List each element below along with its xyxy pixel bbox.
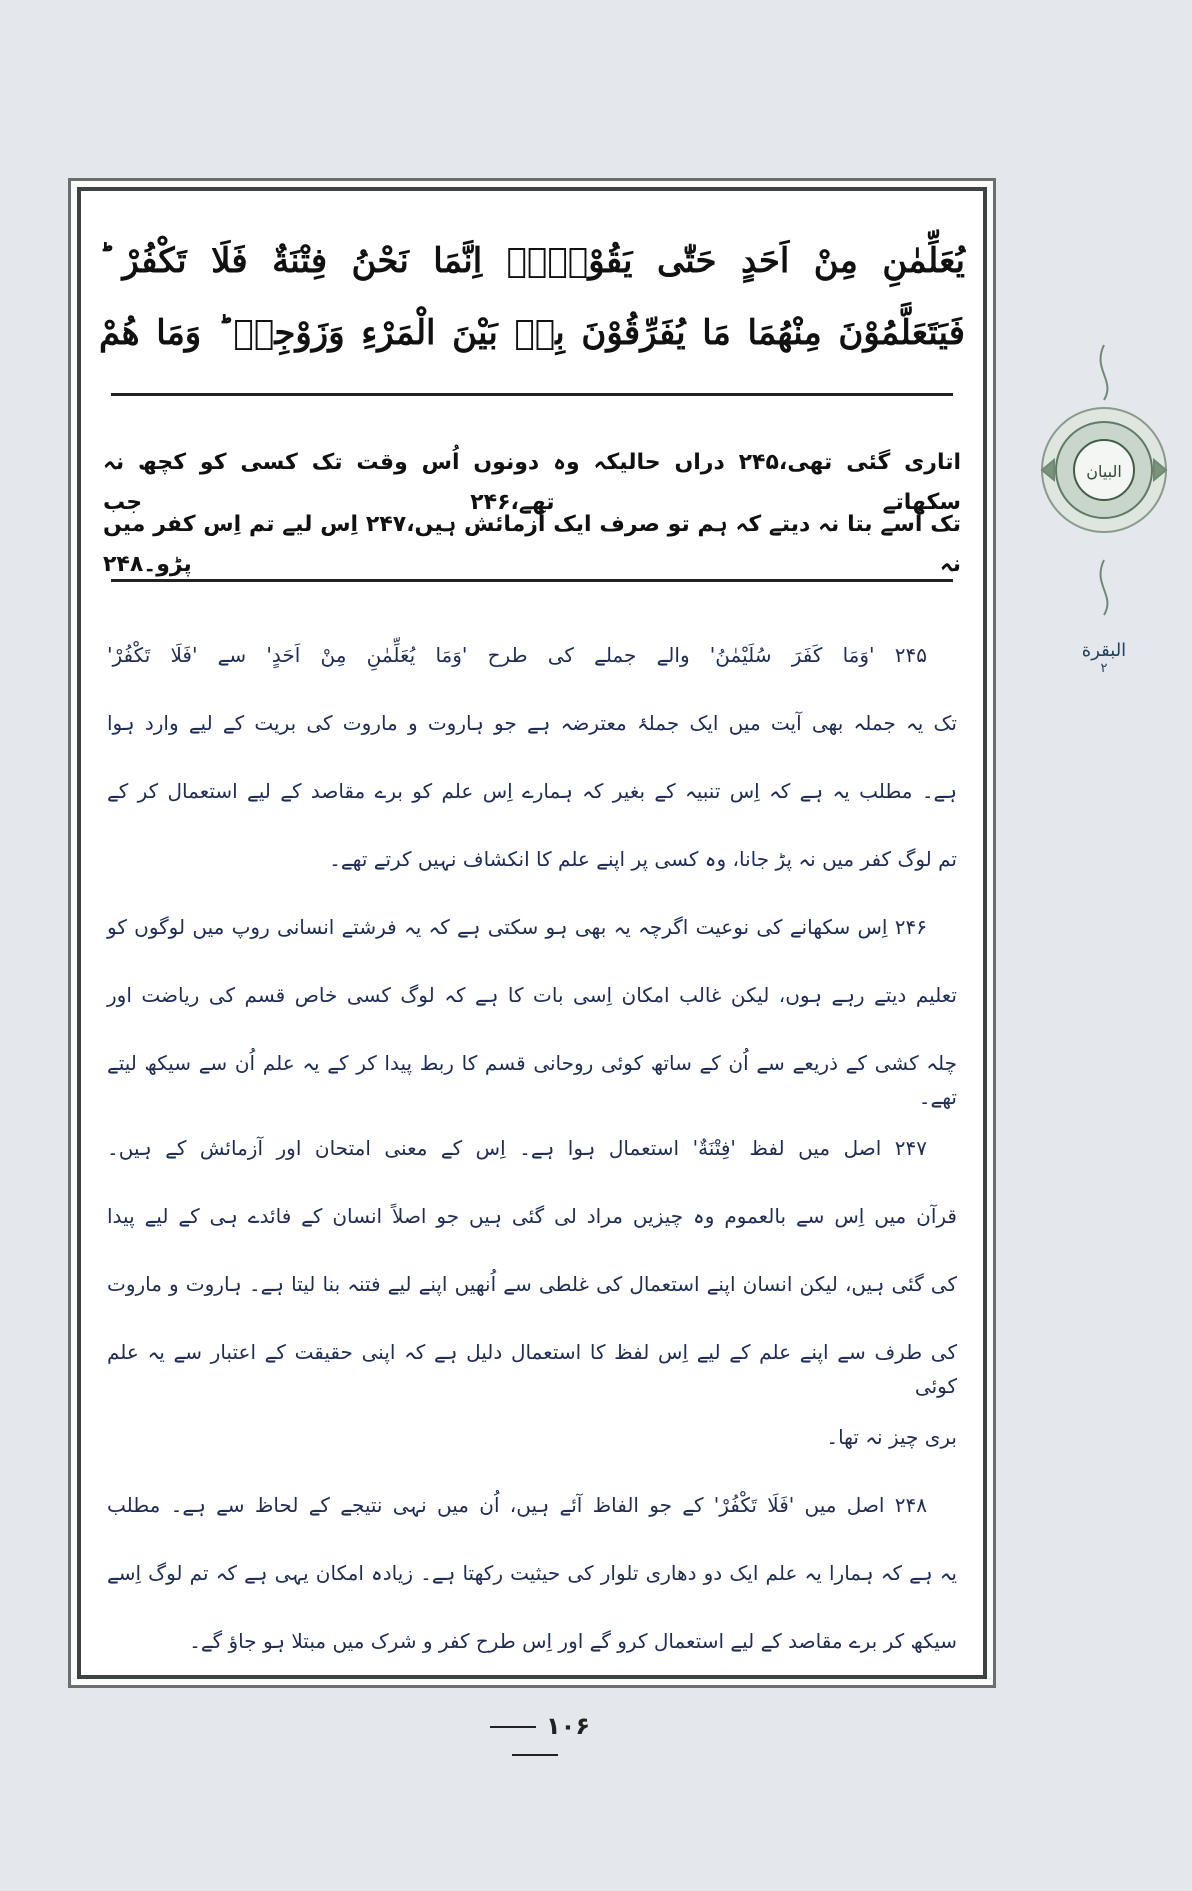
footnote-line: تک یہ جملہ بھی آیت میں ایک جملۂ معترضہ ہے جو ہاروت و ماروت کی بریت کے لیے وارد ہوا [107,711,957,735]
footnote-line: ۲۴۷ اصل میں لفظ 'فِتْنَةٌ' استعمال ہوا ہے۔ اِس کے معنی امتحان اور آزمائش کے ہیں۔ [107,1136,927,1160]
quran-text-line-1: يُعَلِّمٰنِ مِنْ اَحَدٍ حَتّٰى يَقُوْلَاۤ اِنَّمَا نَحْنُ فِتْنَةٌ فَلَا تَكْفُرْ ؕ [99,241,965,281]
footnote-line: چلہ کشی کے ذریعے سے اُن کے ساتھ کوئی روحانی قسم کا ربط پیدا کر کے یہ علم اُن سے سیکھ لیتے تھے۔ [107,1051,957,1109]
divider [111,579,953,582]
ornament-icon [1032,340,1176,620]
footnote-line: ہے۔ مطلب یہ ہے کہ اِس تنبیہ کے بغیر کہ ہمارے اِس علم کو برے مقاصد کے لیے استعمال کر کے [107,779,957,803]
translation-line-1: اتاری گئی تھی،۲۴۵ دراں حالیکہ وہ دونوں اُس وقت تک کسی کو کچھ نہ سکھاتے تھے،۲۴۶ جب [103,450,962,515]
footnotes [107,621,957,1675]
page-frame [68,178,996,1688]
footnote-line: قرآن میں اِس سے بالعموم وہ چیزیں مراد لی گئی ہیں جو اصلاً انسان کے فائدے ہی کے لیے پیدا [107,1204,957,1228]
footnote-line: تعلیم دیتے رہے ہوں، لیکن غالب امکان اِسی بات کا ہے کہ لوگ کسی خاص قسم کی ریاضت اور [107,983,957,1007]
translation-line-2: تک اُسے بتا نہ دیتے کہ ہم تو صرف ایک آزمائش ہیں،۲۴۷ اِس لیے تم اِس کفر میں نہ پڑو۔۲۴۸ [103,512,962,577]
sura-ornament [1032,340,1176,620]
page-content [77,187,987,1679]
footnote-line: سیکھ کر برے مقاصد کے لیے استعمال کرو گے اور اِس طرح کفر و شرک میں مبتلا ہو جاؤ گے۔ [189,1629,957,1653]
footnote-line: کی طرف سے اپنے علم کے لیے اِس لفظ کا استعمال دلیل ہے کہ اپنی حقیقت کے اعتبار سے یہ علم کوئی [107,1340,957,1398]
sura-name: البقرة [1081,640,1127,661]
footnote-line: کی گئی ہیں، لیکن انسان اپنے استعمال کی غلطی سے اُنھیں اپنے لیے فتنہ بنا لیتا ہے۔ ہاروت و ماروت [107,1272,957,1296]
page-number: ۱۰۶ [450,1712,620,1768]
quran-text-line-2: فَيَتَعَلَّمُوْنَ مِنْهُمَا مَا يُفَرِّقُوْنَ بِهٖ بَيْنَ الْمَرْءِ وَزَوْجِهٖ ؕ وَمَا هُمْ [99,313,965,353]
divider [111,393,953,396]
footnote-line: ۲۴۵ 'وَمَا كَفَرَ سُلَيْمٰنُ' والے جملے کی طرح 'وَمَا يُعَلِّمٰنِ مِنْ اَحَدٍ' سے 'فَلَا تَكْفُرْ' [107,643,927,667]
sura-number: ۲ [1100,661,1108,676]
footnote-line: یہ ہے کہ ہمارا یہ علم ایک دو دھاری تلوار کی حیثیت رکھتا ہے۔ زیادہ امکان یہی ہے کہ تم لوگ اِسے [107,1561,958,1585]
footnote-line: ۲۴۸ اصل میں 'فَلَا تَكْفُرْ' کے جو الفاظ آئے ہیں، اُن میں نہی نتیجے کے لحاظ سے ہے۔ مطلب [107,1493,927,1517]
footnote-line: ۲۴۶ اِس سکھانے کی نوعیت اگرچہ یہ بھی ہو سکتی ہے کہ یہ فرشتے انسانی روپ میں لوگوں کو [107,915,927,939]
ornament-label: البیان [1086,462,1122,481]
footnote-line: تم لوگ کفر میں نہ پڑ جانا، وہ کسی پر اپنے علم کا انکشاف نہیں کرتے تھے۔ [329,847,957,871]
footnote-line: بری چیز نہ تھا۔ [826,1425,957,1449]
sura-label [1074,640,1134,676]
